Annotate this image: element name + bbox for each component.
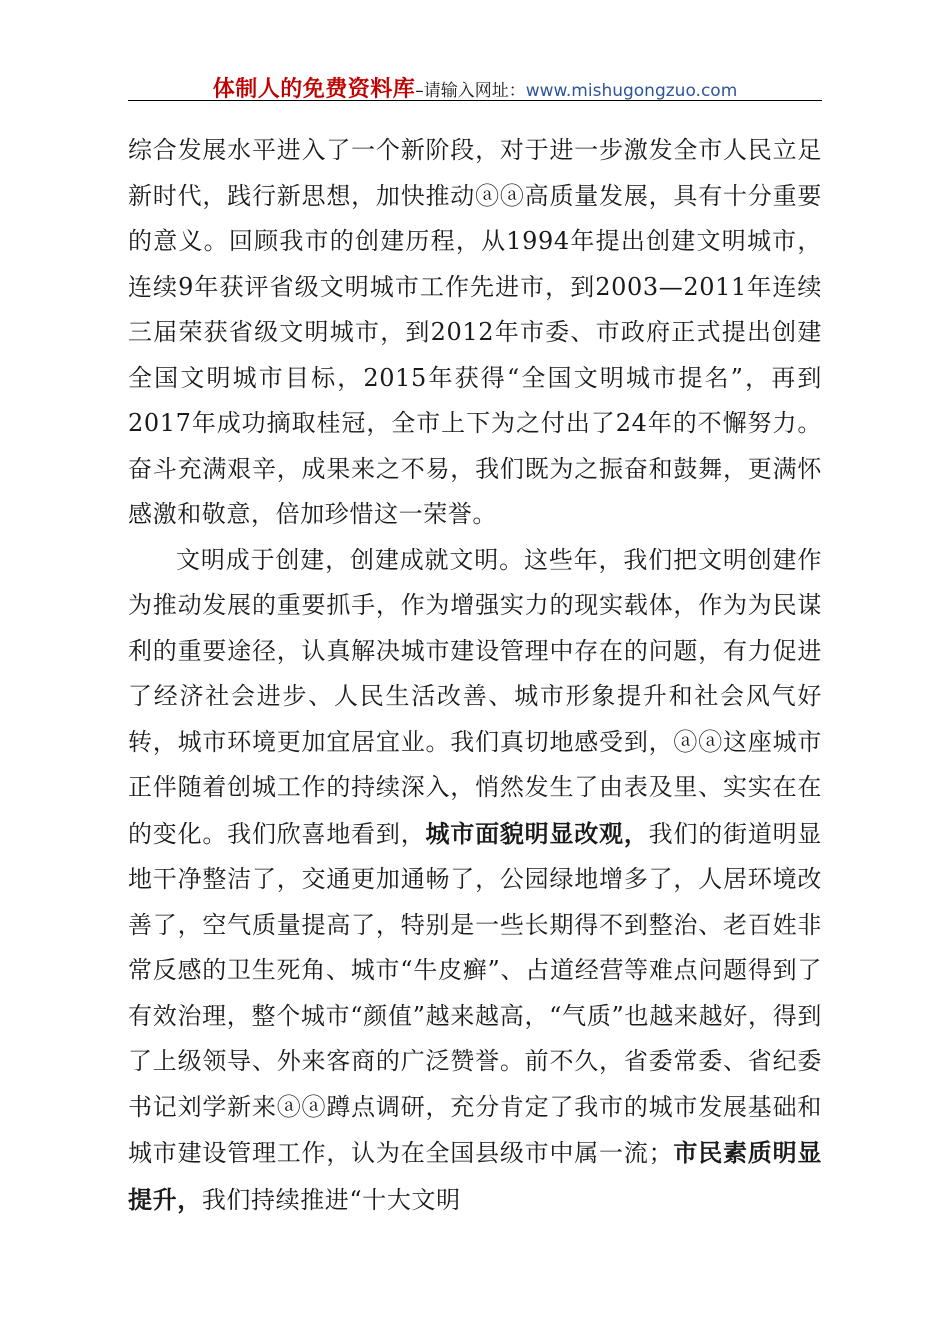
paragraph-text: 我们的街道明显地干净整洁了，交通更加通畅了，公园绿地增多了，人居环境改善了，空气质量提高了，特别是一些长期得不到整治、老百姓非常反感的卫生死角、城市“牛皮癣”、占道经营等难点问题得到了有效治理，整个城市“颜值”越来越高，“气质”也越来越好，得到了上级领导、外来客商的广泛赞誉。前不久，省委常委、省纪委书记刘学新来ⓐⓐ蹲点调研，充分肯定了我市的城市发展基础和城市建设管理工作，认为在全国县级市中属一流；: [128, 819, 823, 1167]
document-body: [128, 128, 822, 1223]
paragraph-text: 我们持续推进“十大文明: [201, 1185, 461, 1214]
highlight-city-appearance: 城市面貌明显改观，: [425, 818, 649, 848]
paragraph-1: [128, 128, 822, 538]
paragraph-text: 文明成于创建，创建成就文明。这些年，我们把文明创建作为推动发展的重要抓手，作为增强实力的现实载体，作为为民谋利的重要途径，认真解决城市建设管理中存在的问题，有力促进了经济社会进步、人民生活改善、城市形象提升和社会风气好转，城市环境更加宜居宜业。我们真切地感受到，ⓐⓐ这座城市正伴随着创城工作的持续深入，悄然发生了由表及里、实实在在的变化。我们欣喜地看到，: [128, 545, 822, 848]
header-brand: 体制人的免费资料库: [212, 77, 416, 102]
highlight-citizen-quality: 市民素质明显提升，: [128, 1138, 822, 1214]
paragraph-2: [128, 538, 822, 1224]
paragraph-text: 综合发展水平进入了一个新阶段，对于进一步激发全市人民立足新时代，践行新思想，加快推动ⓐⓐ高质量发展，具有十分重要的意义。回顾我市的创建历程，从1994年提出创建文明城市，连续9年获评省级文明城市工作先进市，到2003—2011年连续三届荣获省级文明城市，到2012年市委、市政府正式提出创建全国文明城市目标，2015年获得“全国文明城市提名”，再到2017年成功摘取桂冠，全市上下为之付出了24年的不懈努力。奋斗充满艰辛，成果来之不易，我们既为之振奋和鼓舞，更满怀感激和敬意，倍加珍惜这一荣誉。: [128, 136, 822, 528]
header-divider: [128, 100, 822, 101]
header-url-link[interactable]: www.mishugongzuo.com: [525, 81, 738, 101]
page-header: [128, 72, 822, 100]
header-separator: –请输入网址：: [415, 81, 526, 101]
